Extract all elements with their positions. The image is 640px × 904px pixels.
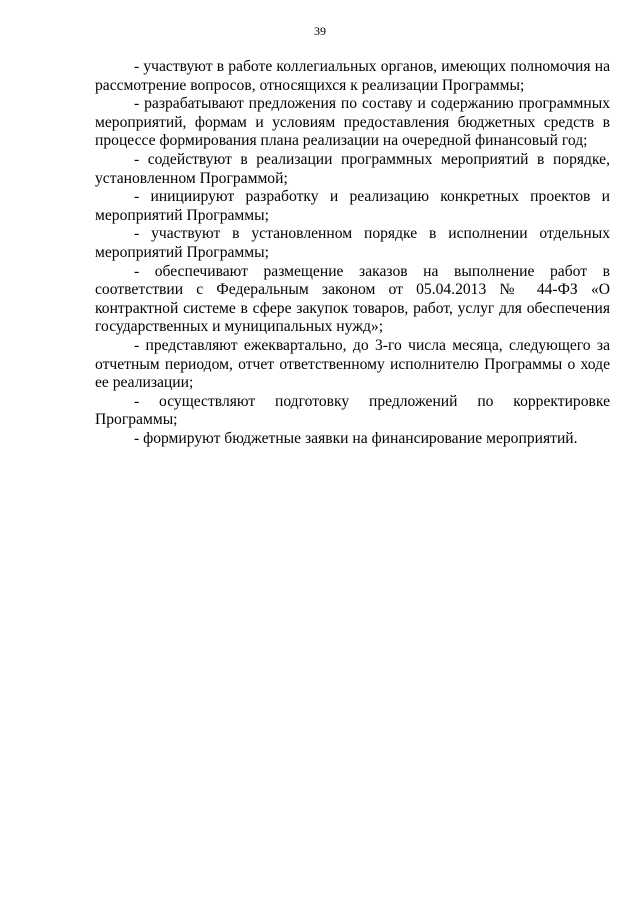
list-item: - представляют ежеквартально, до 3-го числа месяца, следующего за отчетным периодом, отчет ответственному исполнителю Программы о ходе ее реализации;: [95, 336, 610, 392]
list-item: - разрабатывают предложения по составу и содержанию программных мероприятий, формам и условиям предоставления бюджетных средств в процессе формирования плана реализации на очередной финансовый год;: [95, 95, 610, 150]
list-item: - содействуют в реализации программных мероприятий в порядке, установленном Программой;: [95, 150, 610, 187]
list-item: - формируют бюджетные заявки на финансирование мероприятий.: [134, 429, 578, 447]
list-item: - осуществляют подготовку предложений по корректировке Программы;: [95, 392, 610, 429]
list-item: - участвуют в работе коллегиальных органов, имеющих полномочия на рассмотрение вопросов, относящихся к реализации Программы;: [95, 58, 610, 94]
list-item: - инициируют разработку и реализацию конкретных проектов и мероприятий Программы;: [95, 188, 610, 224]
page-number: 39: [314, 24, 326, 38]
list-item: - обеспечивают размещение заказов на выполнение работ в соответствии с Федеральным законом от 05.04.2013 № 44-ФЗ «О контрактной системе в сфере закупок товаров, работ, услуг для обеспечения государственных и муниципальных нужд»;: [95, 262, 610, 336]
document-body: [95, 58, 610, 448]
list-item: - участвуют в установленном порядке в исполнении отдельных мероприятий Программы;: [95, 225, 610, 261]
